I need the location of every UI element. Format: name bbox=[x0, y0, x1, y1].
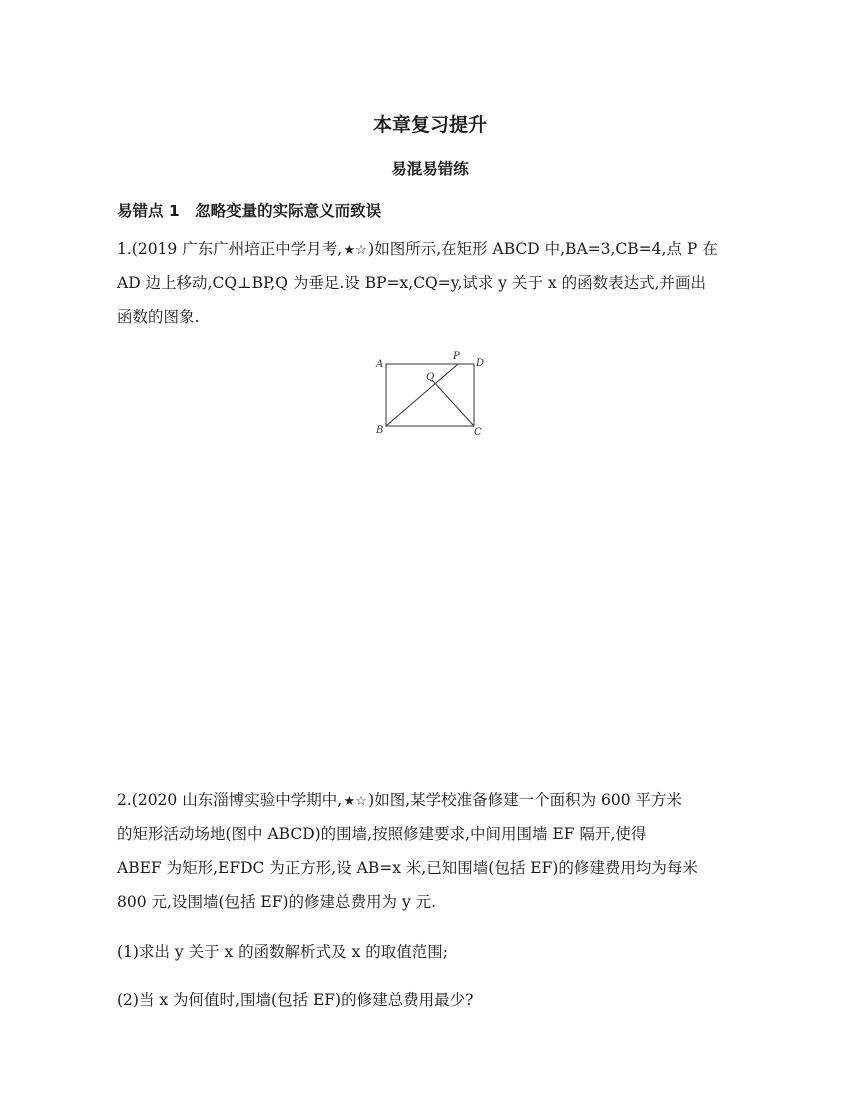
question-2-line-2: 的矩形活动场地(图中 ABCD)的围墙,按照修建要求,中间用围墙 EF 隔开,使得 bbox=[117, 825, 647, 843]
question-1-line-2: AD 边上移动,CQ⊥BP,Q 为垂足.设 BP=x,CQ=y,试求 y 关于 x 的函数表达式,并画出 bbox=[117, 274, 707, 292]
question-1-line-1 bbox=[117, 232, 757, 266]
section-subtitle: 易混易错练 bbox=[391, 160, 469, 178]
label-a: A bbox=[376, 359, 384, 370]
question-1-line-3: 函数的图象. bbox=[117, 308, 200, 326]
question-2-line-1 bbox=[117, 783, 757, 817]
question-1-source: 1.(2019 广东广州培正中学月考, bbox=[117, 240, 343, 258]
segment-bp bbox=[386, 364, 458, 426]
difficulty-stars-icon: ★☆ bbox=[343, 794, 367, 809]
label-d: D bbox=[476, 358, 485, 369]
rectangle-figure bbox=[370, 348, 490, 438]
chapter-title: 本章复习提升 bbox=[372, 114, 487, 136]
segment-cq bbox=[432, 380, 474, 426]
question-2-line-4: 800 元,设围墙(包括 EF)的修建总费用为 y 元. bbox=[117, 893, 437, 911]
label-c: C bbox=[474, 427, 482, 438]
question-2-text-start: )如图,某学校准备修建一个面积为 600 平方米 bbox=[368, 791, 683, 809]
question-2-part-1: (1)求出 y 关于 x 的函数解析式及 x 的取值范围; bbox=[117, 943, 448, 961]
question-2-source: 2.(2020 山东淄博实验中学期中, bbox=[117, 791, 343, 809]
error-point-heading: 易错点 1 忽略变量的实际意义而致误 bbox=[117, 202, 382, 220]
question-1 bbox=[117, 232, 757, 334]
question-2 bbox=[117, 783, 757, 919]
label-q: Q bbox=[426, 372, 435, 383]
question-2-part-2: (2)当 x 为何值时,围墙(包括 EF)的修建总费用最少? bbox=[117, 991, 474, 1009]
label-b: B bbox=[376, 425, 384, 436]
label-p: P bbox=[453, 351, 460, 362]
difficulty-stars-icon: ★☆ bbox=[343, 243, 367, 258]
question-2-line-3: ABEF 为矩形,EFDC 为正方形,设 AB=x 米,已知围墙(包括 EF)的修建费用均为每米 bbox=[117, 859, 698, 877]
question-1-text-start: )如图所示,在矩形 ABCD 中,BA=3,CB=4,点 P 在 bbox=[368, 240, 718, 258]
